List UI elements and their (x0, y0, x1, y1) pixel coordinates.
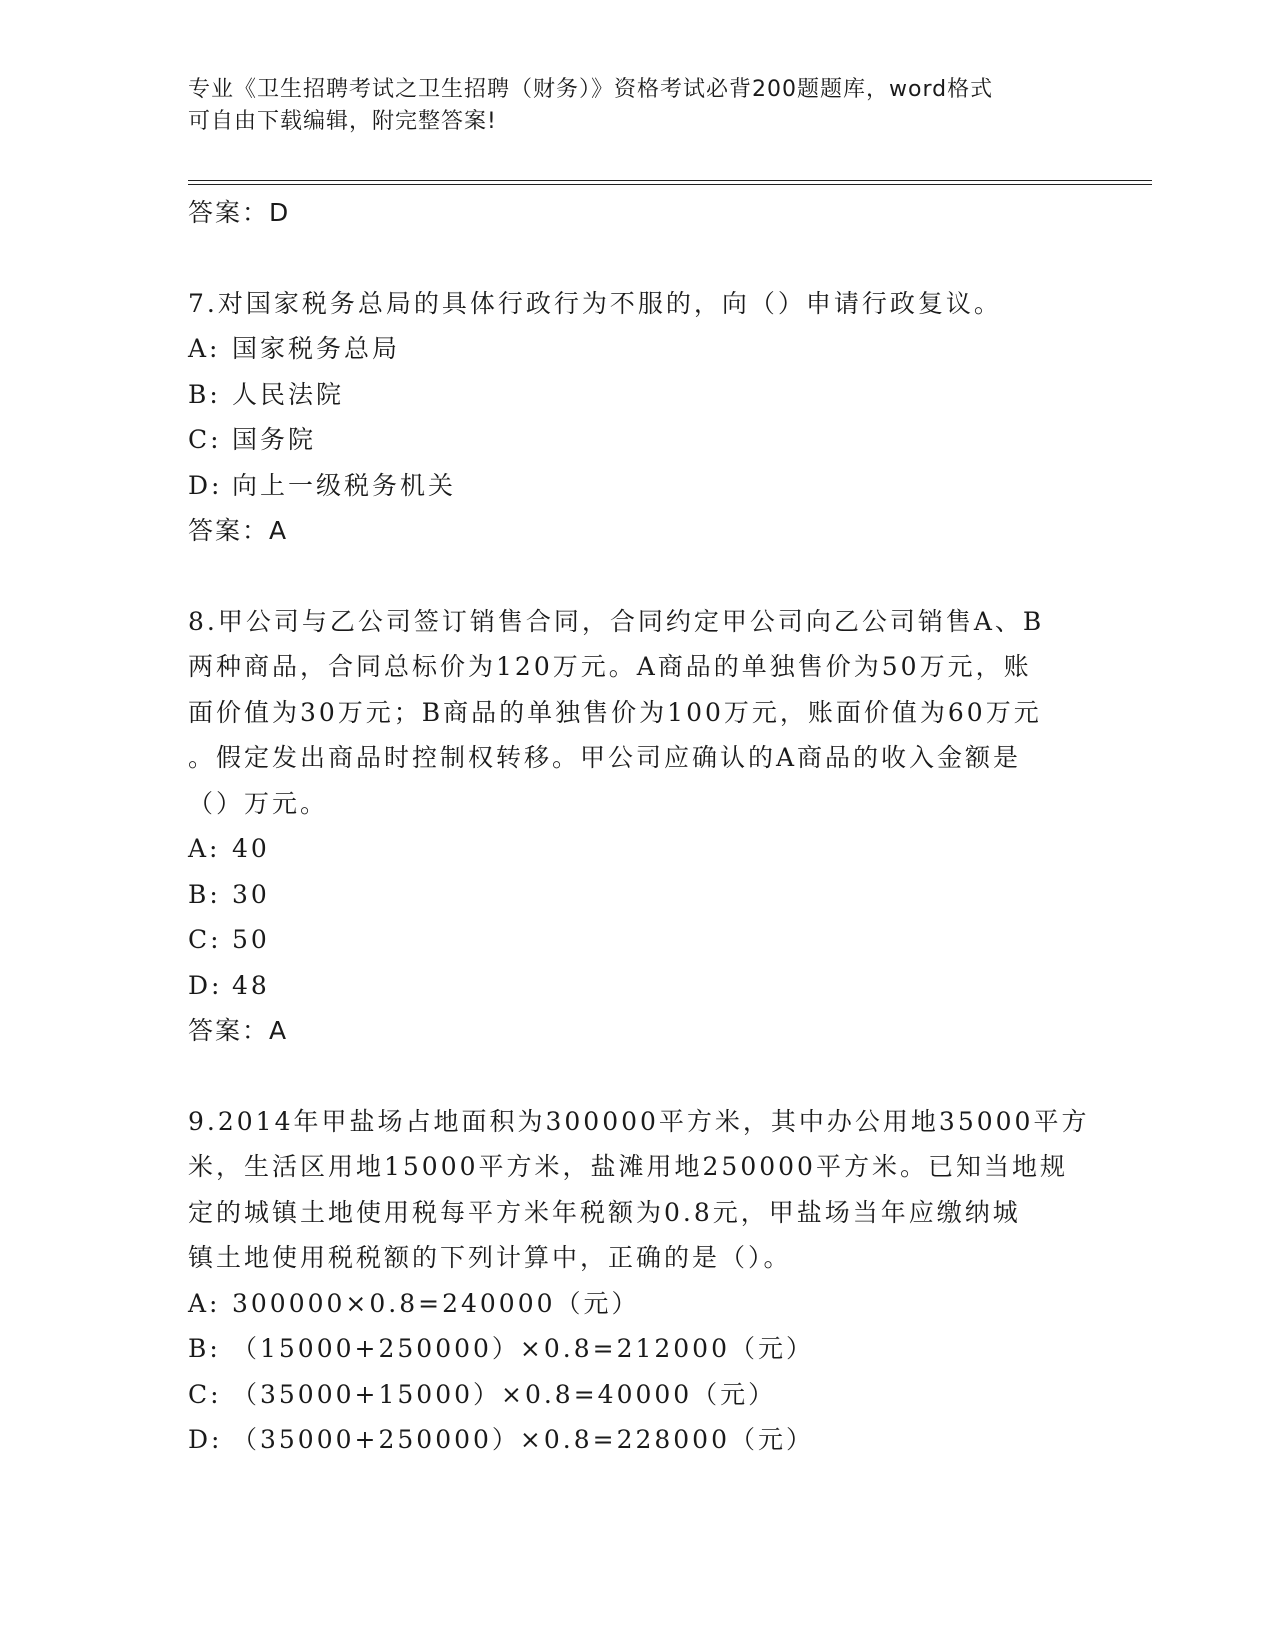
spacer (188, 236, 1088, 281)
question-stem-line: 两种商品，合同总标价为120万元。A商品的单独售价为50万元，账 (188, 652, 1032, 681)
option-key: D: (188, 1425, 223, 1454)
option-d (188, 963, 1088, 1009)
option-c (188, 1372, 1088, 1418)
question-stem-line: 面价值为30万元；B商品的单独售价为100万元，账面价值为60万元 (188, 697, 1042, 727)
option-a (188, 826, 1088, 872)
option-key: C: (188, 425, 222, 454)
option-a (188, 326, 1088, 372)
option-key: B: (188, 379, 221, 409)
option-text: 向上一级税务机关 (232, 470, 457, 500)
option-key: C: (188, 1379, 222, 1409)
question-9 (188, 1099, 1088, 1463)
answer: 答案：A (188, 1016, 289, 1045)
option-d (188, 1417, 1088, 1463)
previous-answer: 答案：D (188, 198, 291, 227)
option-text: 50 (232, 925, 270, 954)
question-stem-line: 9.2014年甲盐场占地面积为300000平方米，其中办公用地35000平方 (188, 1106, 1090, 1136)
option-c (188, 917, 1088, 963)
option-d (188, 463, 1088, 509)
question-stem-line: 镇土地使用税税额的下列计算中，正确的是（）。 (188, 1243, 792, 1272)
option-text: （35000+250000）×0.8=228000（元） (232, 1425, 814, 1454)
option-b (188, 1326, 1088, 1372)
header-rule-top (188, 180, 1152, 181)
option-text: （35000+15000）×0.8=40000（元） (232, 1379, 777, 1409)
document-header (188, 74, 1088, 138)
question-7 (188, 281, 1088, 554)
spacer (188, 1054, 1088, 1099)
question-8 (188, 599, 1088, 1054)
option-key: B: (188, 1334, 221, 1363)
option-key: C: (188, 925, 222, 954)
option-text: 300000×0.8=240000（元） (232, 1288, 640, 1318)
spacer (188, 554, 1088, 599)
header-line-1: 专业《卫生招聘考试之卫生招聘（财务）》资格考试必背200题题库，word格式 (188, 77, 994, 102)
option-text: 40 (232, 834, 270, 863)
header-line-2: 可自由下载编辑，附完整答案! (188, 109, 497, 134)
answer: 答案：A (188, 516, 289, 545)
option-key: D: (188, 470, 223, 500)
header-rule-bottom (188, 184, 1152, 185)
option-key: A: (188, 1288, 221, 1318)
option-key: A: (188, 334, 221, 363)
option-key: B: (188, 879, 221, 909)
option-b (188, 872, 1088, 918)
option-text: 30 (232, 879, 270, 909)
question-content (188, 190, 1088, 1463)
option-text: 国家税务总局 (232, 334, 401, 363)
question-stem-line: 8.甲公司与乙公司签订销售合同，合同约定甲公司向乙公司销售A、B (188, 606, 1045, 636)
question-stem-line: （）万元。 (188, 788, 329, 818)
question-stem-line: 米，生活区用地15000平方米，盐滩用地250000平方米。已知当地规 (188, 1152, 1068, 1181)
question-stem-line: 定的城镇土地使用税每平方米年税额为0.8元，甲盐场当年应缴纳城 (188, 1197, 1021, 1227)
question-stem-line: 。假定发出商品时控制权转移。甲公司应确认的A商品的收入金额是 (188, 743, 1022, 772)
option-text: 48 (232, 970, 270, 1000)
question-stem-line: 7.对国家税务总局的具体行政行为不服的，向（）申请行政复议。 (188, 288, 1002, 318)
option-text: （15000+250000）×0.8=212000（元） (232, 1334, 814, 1363)
option-c (188, 417, 1088, 463)
option-text: 国务院 (232, 425, 317, 454)
option-key: D: (188, 970, 223, 1000)
option-text: 人民法院 (232, 379, 345, 409)
option-key: A: (188, 834, 221, 863)
option-b (188, 372, 1088, 418)
option-a (188, 1281, 1088, 1327)
